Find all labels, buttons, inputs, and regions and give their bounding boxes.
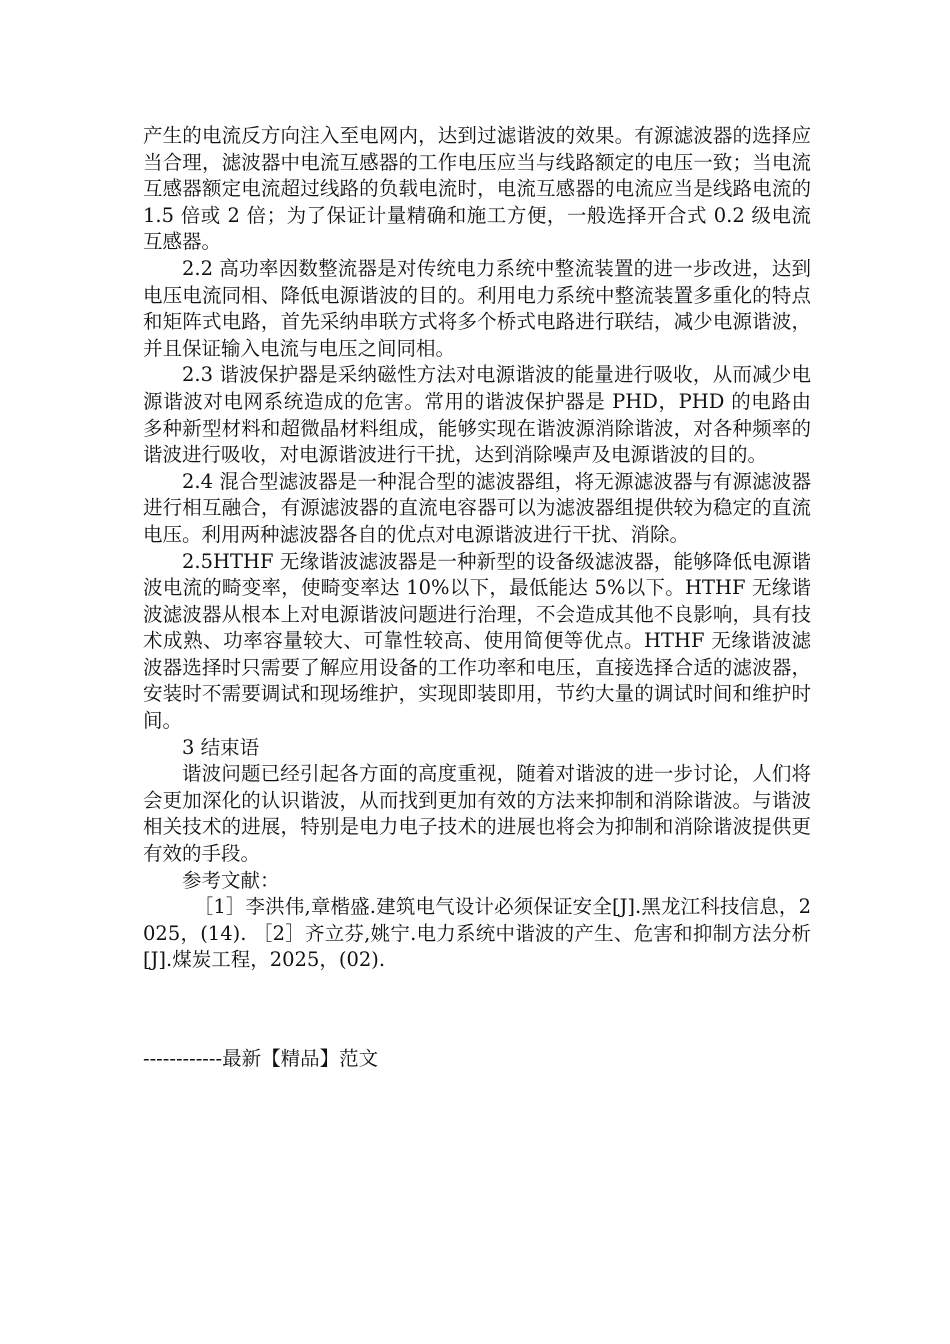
footer-watermark-text: ------------最新【精品】范文 [143, 1047, 379, 1070]
heading-conclusion: 3 结束语 [182, 735, 260, 759]
paragraph-section-2-3: 2.3 谐波保护器是采纳磁性方法对电源谐波的能量进行吸收，从而减少电源谐波对电网系统造成的危害。常用的谐波保护器是 PHD，PHD 的电路由多种新型材料和超微晶材料组成，能够实现在谐波源消除谐波，对各种频率的谐波进行吸收，对电源谐波进行干扰，达到消除噪声及电源谐波的目的。 [143, 363, 811, 467]
paragraph-section-2-4: 2.4 混合型滤波器是一种混合型的滤波器组，将无源滤波器与有源滤波器进行相互融合，有源滤波器的直流电容器可以为滤波器组提供较为稳定的直流电压。利用两种滤波器各自的优点对电源谐波进行干扰、消除。 [143, 469, 811, 546]
document-body [143, 123, 811, 974]
paragraph-section-2-5: 2.5HTHF 无缘谐波滤波器是一种新型的设备级滤波器，能够降低电源谐波电流的畸变率，使畸变率达 10%以下，最低能达 5%以下。HTHF 无缘谐波滤波器从根本上对电源谐波问题进行治理，不会造成其他不良影响，具有技术成熟、功率容量较大、可靠性较高、使用简便等优点。HTHF 无缘谐波滤波器选择时只需要了解应用设备的工作功率和电压，直接选择合适的滤波器，安装时不需要调试和现场维护，实现即装即用，节约大量的调试时间和维护时间。 [143, 549, 811, 733]
heading-references: 参考文献： [182, 868, 280, 892]
paragraph-section-2-2: 2.2 高功率因数整流器是对传统电力系统中整流装置的进一步改进，达到电压电流同相、降低电源谐波的目的。利用电力系统中整流装置多重化的特点和矩阵式电路，首先采纳串联方式将多个桥式电路进行联结，减少电源谐波，并且保证输入电流与电压之间同相。 [143, 256, 811, 360]
paragraph-active-filter-continued: 产生的电流反方向注入至电网内，达到过滤谐波的效果。有源滤波器的选择应当合理，滤波器中电流互感器的工作电压应当与线路额定的电压一致；当电流互感器额定电流超过线路的负载电流时，电流互感器的电流应当是线路电流的 1.5 倍或 2 倍；为了保证计量精确和施工方便，一般选择开合式 0.2 级电流互感器。 [143, 124, 811, 254]
paragraph-conclusion: 谐波问题已经引起各方面的高度重视，随着对谐波的进一步讨论，人们将会更加深化的认识谐波，从而找到更加有效的方法来抑制和消除谐波。与谐波相关技术的进展，特别是电力电子技术的进展也将会为抑制和消除谐波提供更有效的手段。 [143, 762, 811, 866]
reference-list: ［1］李洪伟,章楷盛.建筑电气设计必须保证安全[J].黑龙江科技信息，2025，(14). ［2］齐立芬,姚宁.电力系统中谐波的产生、危害和抑制方法分析[J].煤炭工程，2025，(02). [143, 895, 811, 972]
